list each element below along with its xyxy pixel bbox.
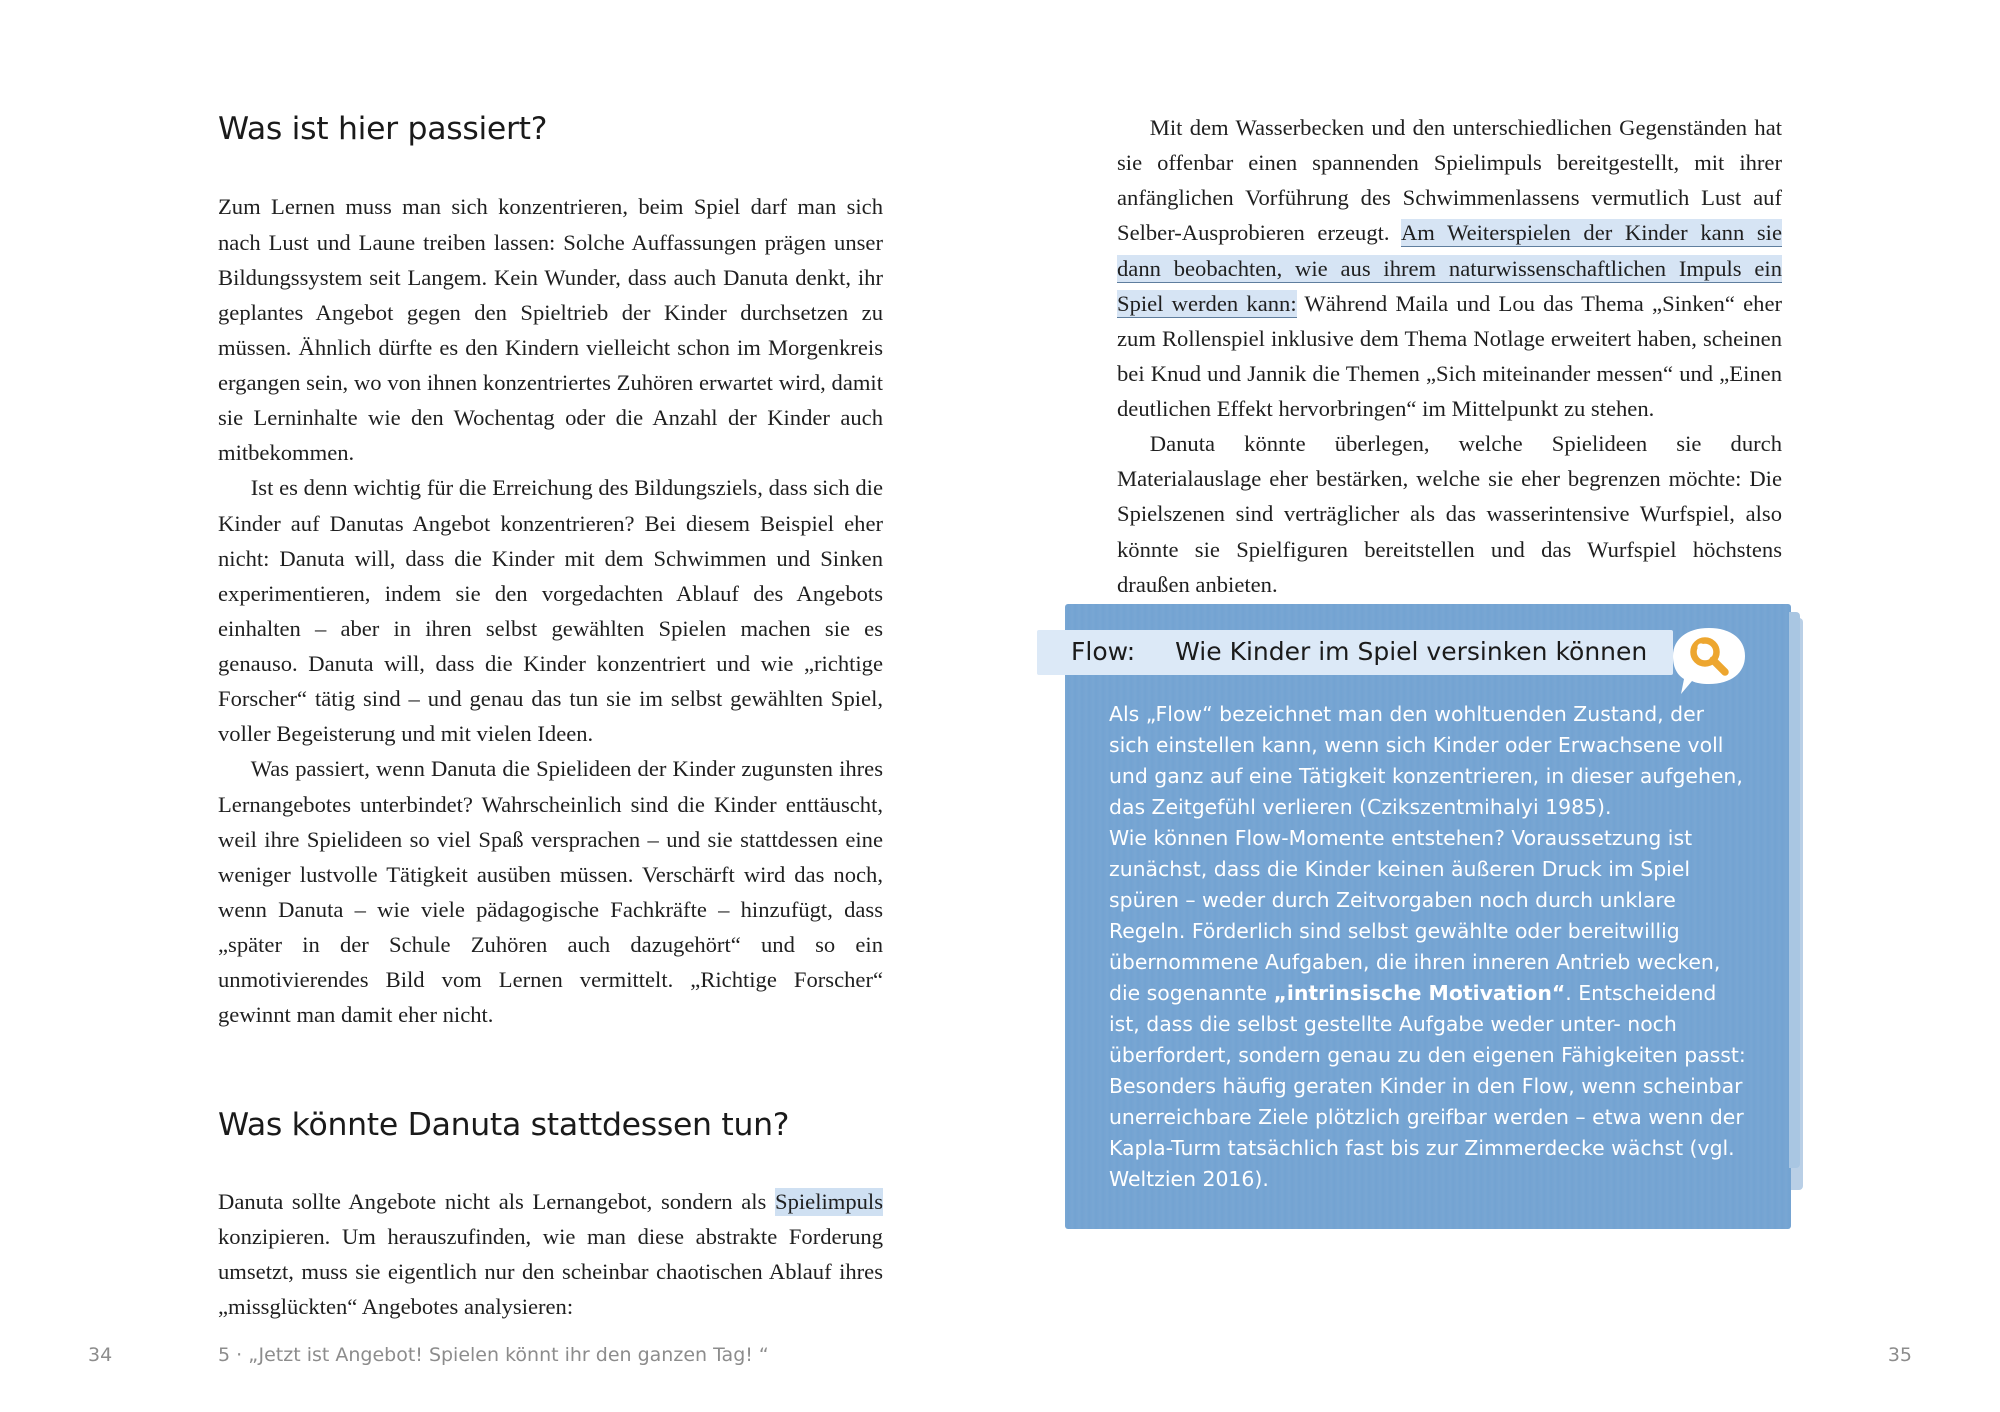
paragraph-left-4-text-before: Danuta sollte Angebote nicht als Lernangebot, sondern als xyxy=(218,1188,776,1214)
paragraph-right-1 xyxy=(1117,110,1782,426)
info-box-title-line-1: Flow: xyxy=(1037,630,1165,675)
info-box-panel xyxy=(1065,604,1791,1229)
paragraph-left-3: Was passiert, wenn Danuta die Spielideen der Kinder zugunsten ihres Lernangebotes unterbindet? Wahrscheinlich sind die Kinder enttäuscht, weil ihre Spielideen so viel Spaß versprachen – und sie stattdessen eine weniger lustvolle Tätigkeit ausüben müssen. Verschärft wird das noch, wenn Danuta – wie viele pädagogische Fachkräfte – hinzufügt, dass „später in der Schule Zuhören auch dazugehört“ und so ein unmotivierendes Bild vom Lernen vermittelt. „Richtige Forscher“ gewinnt man damit eher nicht. xyxy=(218,756,883,1028)
running-head-left: 5 · „Jetzt ist Angebot! Spielen könnt ihr den ganzen Tag! “ xyxy=(218,1344,769,1366)
info-box-bold-intrinsische-motivation: „intrinsische Motivation“ xyxy=(1273,980,1566,1005)
info-box-paragraph-1: Als „Flow“ bezeichnet man den wohltuenden Zustand, der sich einstellen kann, wenn sich Kinder oder Erwachsene voll und ganz auf eine Tätigkeit konzentrieren, in dieser aufgehen, das Zeitgefühl verlieren (Czikszentmihalyi 1985). xyxy=(1109,701,1743,819)
paragraph-right-2: Danuta könnte überlegen, welche Spielideen sie durch Materialauslage eher bestärken, welche sie eher begrenzen möchte: Die Spielszenen sind verträglicher als das wasserintensive Wurfspiel, also könnte sie Spielfiguren bereitstellen und das Wurfspiel höchstens draußen anbieten. xyxy=(1117,431,1782,597)
paragraph-left-2: Ist es denn wichtig für die Erreichung des Bildungsziels, dass sich die Kinder auf Danutas Angebot konzentrieren? Bei diesem Beispiel eher nicht: Danuta will, dass die Kinder mit dem Schwimmen und Sinken experimentieren, indem sie den vorgedachten Ablauf des Angebots einhalten – aber in ihren selbst gewählten Spielen machen sie es genauso. Danuta will, dass die Kinder konzentriert und wie „richtige Forscher“ tätig sind – und genau das tun sie im selbst gewählten Spiel, voller Begeisterung und mit vielen Ideen. xyxy=(218,475,883,747)
magnifier-speech-bubble-icon xyxy=(1669,626,1749,702)
info-box-paragraph-2 xyxy=(1109,823,1747,1195)
paragraph-left-4 xyxy=(218,1184,883,1325)
highlight-spielimpuls: Spielimpuls xyxy=(775,1188,883,1214)
paragraph-right-1-text-after: Während Maila und Lou das Thema „Sinken“ eher zum Rollenspiel inklusive dem Thema Notlage erweitert haben, scheinen bei Knud und Jannik die Themen „Sich miteinander messen“ und „Einen deutlichen Effekt hervorbringen“ im Mittelpunkt zu stehen. xyxy=(1117,290,1782,421)
page-number-right: 35 xyxy=(1887,1344,1912,1366)
page-number-left: 34 xyxy=(88,1344,113,1366)
info-box-paragraph-2-before: Wie können Flow-Momente entstehen? Voraussetzung ist zunächst, dass die Kinder keinen äußeren Druck im Spiel spüren – weder durch Zeitvorgaben noch durch unklare Regeln. Förderlich sind selbst gewählte oder bereitwillig übernommene Aufgaben, die ihren inneren Antrieb wecken, die sogenannte xyxy=(1109,825,1721,1005)
right-page xyxy=(1000,0,2000,1412)
right-text-column xyxy=(1117,110,1782,602)
paragraph-left-1: Zum Lernen muss man sich konzentrieren, beim Spiel darf man sich nach Lust und Laune treiben lassen: Solche Auffassungen prägen unser Bildungssystem seit Langem. Kein Wunder, dass auch Danuta denkt, ihr geplantes Angebot gegen den Spieltrieb der Kinder durchsetzen zu müssen. Ähnlich dürfte es den Kindern vielleicht schon im Morgenkreis ergangen sein, wo von ihnen konzentriertes Zuhören erwartet wird, damit sie Lerninhalte wie den Wochentag oder die Anzahl der Kinder auch mitbekommen. xyxy=(218,194,883,466)
paragraph-left-4-text-after: konzipieren. Um herauszufinden, wie man diese abstrakte Forderung umsetzt, muss sie eigentlich nur den scheinbar chaotischen Ablauf ihres „missglückten“ Angebotes analysieren: xyxy=(218,1223,883,1320)
highlight-underlined-weiterspielen: Am Weiterspielen der Kinder kann sie dann beobachten, wie aus ihrem naturwissenschaftlichen Impuls ein Spiel werden kann: xyxy=(1117,220,1782,316)
flow-info-box xyxy=(1065,604,1805,1229)
info-box-body xyxy=(1065,677,1791,1229)
info-box-paragraph-2-after: . Entscheidend ist, dass die selbst gestellte Aufgabe weder unter- noch überfordert, sondern genau zu den eigenen Fähigkeiten passt: Besonders häufig geraten Kinder in den Flow, wenn scheinbar unerreichbare Ziele plötzlich greifbar werden – etwa wenn der Kapla-Turm tatsächlich fast bis zur Zimmerdecke wächst (vgl. Weltzien 2016). xyxy=(1109,980,1746,1191)
info-box-title-line-2: Wie Kinder im Spiel versinken können xyxy=(1141,630,1673,675)
paragraph-right-1-text-before: Mit dem Wasserbecken und den unterschiedlichen Gegenständen hat sie offenbar einen spannenden Spielimpuls bereitgestellt, mit ihrer anfänglichen Vorführung des Schwimmenlassens vermutlich Lust auf Selber-Ausprobieren erzeugt. xyxy=(1117,115,1782,246)
page-heading-was-koennte-danuta-stattdessen-tun: Was könnte Danuta stattdessen tun? xyxy=(218,1107,790,1144)
page-heading-was-ist-hier-passiert: Was ist hier passiert? xyxy=(218,111,548,147)
left-text-column xyxy=(218,110,883,1324)
